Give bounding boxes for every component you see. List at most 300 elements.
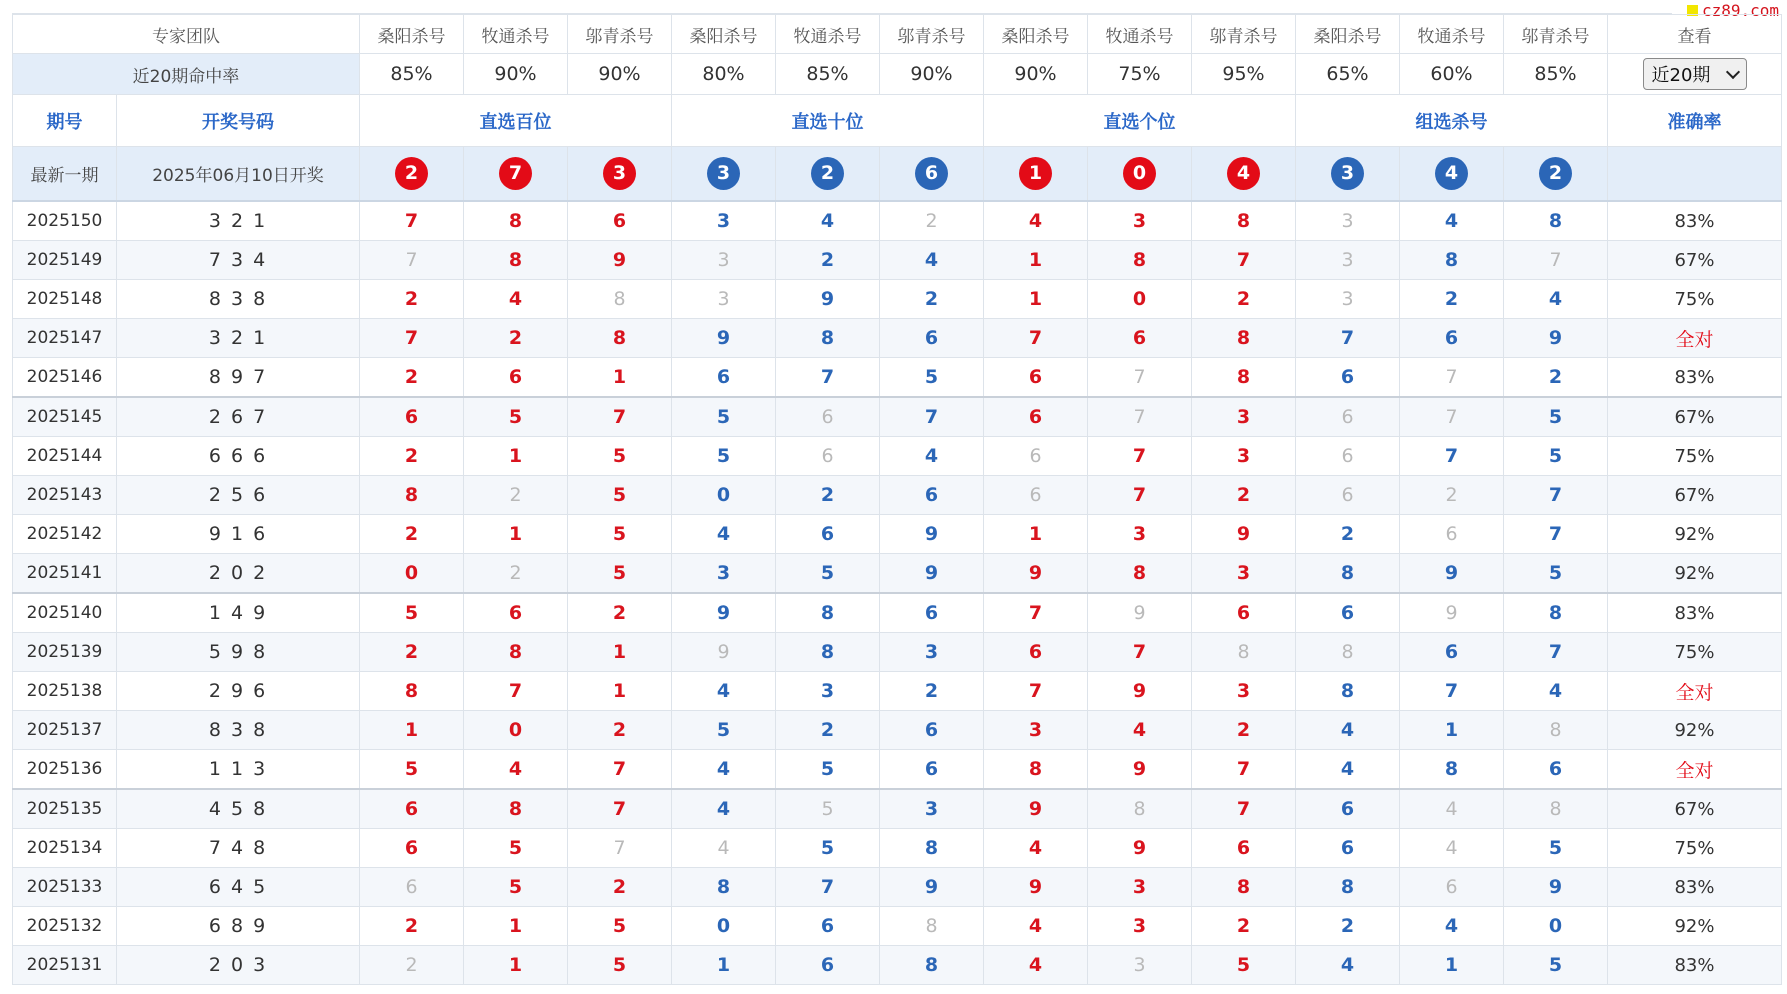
kill-number: 8 xyxy=(1444,249,1459,271)
kill-number-cell xyxy=(1296,241,1400,280)
accuracy-value: 67% xyxy=(1608,789,1782,829)
accuracy-value: 83% xyxy=(1608,358,1782,398)
latest-ball: 4 xyxy=(1435,157,1468,190)
kill-number: 4 xyxy=(1445,837,1458,859)
kill-number: 4 xyxy=(1028,837,1043,859)
kill-number: 6 xyxy=(1444,641,1459,663)
kill-number-cell xyxy=(1296,554,1400,594)
kill-number: 7 xyxy=(1132,641,1147,663)
kill-number: 4 xyxy=(1444,915,1459,937)
table-row xyxy=(13,319,1782,358)
issue-number: 2025150 xyxy=(13,201,117,241)
kill-number-cell xyxy=(880,829,984,868)
latest-ball-cell xyxy=(1296,147,1400,202)
kill-number-cell xyxy=(1192,397,1296,437)
kill-number-cell xyxy=(1088,515,1192,554)
kill-number: 1 xyxy=(612,641,627,663)
kill-number-cell xyxy=(1400,946,1504,985)
kill-number: 3 xyxy=(1132,210,1147,232)
draw-number: 8 9 7 xyxy=(117,358,360,398)
kill-number-cell xyxy=(1192,476,1296,515)
kill-number-cell xyxy=(568,280,672,319)
kill-number-cell xyxy=(1504,554,1608,594)
kill-number: 5 xyxy=(612,562,627,584)
kill-number: 1 xyxy=(508,954,523,976)
kill-number-cell xyxy=(672,319,776,358)
kill-number-cell xyxy=(672,476,776,515)
kill-number: 6 xyxy=(1029,484,1042,506)
draw-number: 6 8 9 xyxy=(117,907,360,946)
kill-number: 8 xyxy=(1549,719,1562,741)
kill-number-cell xyxy=(880,515,984,554)
kill-number-cell xyxy=(1088,907,1192,946)
kill-number-cell xyxy=(1296,633,1400,672)
issue-number: 2025139 xyxy=(13,633,117,672)
kill-number-cell xyxy=(1504,319,1608,358)
kill-number: 6 xyxy=(1340,366,1355,388)
kill-number: 9 xyxy=(1132,680,1147,702)
kill-number: 5 xyxy=(612,915,627,937)
accuracy-value: 全对 xyxy=(1608,750,1782,790)
kill-number-cell xyxy=(568,633,672,672)
kill-number-cell xyxy=(1504,476,1608,515)
kill-number-cell xyxy=(360,241,464,280)
kill-number: 6 xyxy=(1445,876,1458,898)
kill-number-cell xyxy=(1296,711,1400,750)
kill-number-cell xyxy=(360,946,464,985)
kill-number: 2 xyxy=(404,366,419,388)
kill-number: 4 xyxy=(716,523,731,545)
kill-number: 9 xyxy=(1028,562,1043,584)
accuracy-value: 全对 xyxy=(1608,672,1782,711)
kill-number: 7 xyxy=(1340,327,1355,349)
kill-number-cell xyxy=(984,397,1088,437)
latest-ball-cell xyxy=(776,147,880,202)
kill-number: 3 xyxy=(716,210,731,232)
kill-number: 2 xyxy=(404,445,419,467)
kill-number-cell xyxy=(1192,789,1296,829)
kill-number-cell xyxy=(464,907,568,946)
kill-number: 2 xyxy=(1340,523,1355,545)
kill-number: 4 xyxy=(508,758,523,780)
expert-name: 邬青杀号 xyxy=(568,15,672,54)
kill-number-cell xyxy=(672,280,776,319)
kill-number-cell xyxy=(1088,201,1192,241)
kill-number: 3 xyxy=(1132,915,1147,937)
kill-number: 5 xyxy=(1548,445,1563,467)
kill-number-cell xyxy=(1296,515,1400,554)
kill-number: 2 xyxy=(1236,719,1251,741)
kill-number: 6 xyxy=(820,954,835,976)
kill-number-cell xyxy=(360,476,464,515)
kill-number: 7 xyxy=(1236,758,1251,780)
latest-ball-cell xyxy=(1088,147,1192,202)
expert-name: 邬青杀号 xyxy=(1192,15,1296,54)
kill-number-cell xyxy=(464,946,568,985)
kill-number-cell xyxy=(984,201,1088,241)
kill-number: 6 xyxy=(1341,484,1354,506)
kill-number: 8 xyxy=(1548,602,1563,624)
kill-number: 5 xyxy=(508,876,523,898)
kill-number-cell xyxy=(1296,593,1400,633)
kill-number: 9 xyxy=(1548,327,1563,349)
kill-number-cell xyxy=(1504,515,1608,554)
kill-number: 1 xyxy=(508,523,523,545)
kill-number: 7 xyxy=(1133,406,1146,428)
accuracy-value: 75% xyxy=(1608,437,1782,476)
kill-number-cell xyxy=(568,201,672,241)
kill-number: 6 xyxy=(1028,406,1043,428)
top-border xyxy=(12,0,1672,14)
kill-number-cell xyxy=(672,907,776,946)
kill-number: 4 xyxy=(716,758,731,780)
kill-number-cell xyxy=(984,789,1088,829)
kill-number-cell xyxy=(880,554,984,594)
kill-number-cell xyxy=(1504,829,1608,868)
hit-rate-value: 90% xyxy=(880,54,984,95)
kill-number: 3 xyxy=(1028,719,1043,741)
kill-number: 6 xyxy=(924,484,939,506)
kill-number: 4 xyxy=(1548,288,1563,310)
kill-number-cell xyxy=(1088,711,1192,750)
kill-number-cell xyxy=(984,711,1088,750)
kill-number-cell xyxy=(568,319,672,358)
kill-number-cell xyxy=(672,358,776,398)
issue-number: 2025131 xyxy=(13,946,117,985)
kill-number-cell xyxy=(776,241,880,280)
issue-number: 2025143 xyxy=(13,476,117,515)
draw-number: 2 6 7 xyxy=(117,397,360,437)
hit-rate-value: 95% xyxy=(1192,54,1296,95)
kill-number-cell xyxy=(568,554,672,594)
kill-number: 7 xyxy=(612,798,627,820)
kill-number-cell xyxy=(360,515,464,554)
kill-number: 9 xyxy=(924,562,939,584)
kill-number: 8 xyxy=(1549,798,1562,820)
kill-number-cell xyxy=(464,319,568,358)
kill-number-cell xyxy=(984,672,1088,711)
accuracy-value: 83% xyxy=(1608,593,1782,633)
kill-number-cell xyxy=(776,907,880,946)
draw-number: 8 3 8 xyxy=(117,280,360,319)
latest-ball: 4 xyxy=(1227,157,1260,190)
kill-number: 8 xyxy=(404,680,419,702)
kill-number-cell xyxy=(1400,868,1504,907)
kill-number-cell xyxy=(360,789,464,829)
latest-accuracy-cell xyxy=(1608,147,1782,202)
kill-number-cell xyxy=(1296,476,1400,515)
kill-number-cell xyxy=(464,633,568,672)
kill-number: 4 xyxy=(820,210,835,232)
kill-number-cell xyxy=(1088,789,1192,829)
kill-number-cell xyxy=(1504,672,1608,711)
issue-number: 2025140 xyxy=(13,593,117,633)
kill-number-cell xyxy=(776,868,880,907)
kill-number: 6 xyxy=(1132,327,1147,349)
kill-number-cell xyxy=(360,554,464,594)
kill-number-cell xyxy=(984,868,1088,907)
table-row xyxy=(13,946,1782,985)
kill-number-cell xyxy=(776,437,880,476)
kill-number-cell xyxy=(1088,437,1192,476)
kill-number: 1 xyxy=(1444,719,1459,741)
kill-number-cell xyxy=(1192,946,1296,985)
kill-number: 3 xyxy=(1236,406,1251,428)
kill-number-cell xyxy=(672,515,776,554)
kill-number: 8 xyxy=(1236,876,1251,898)
kill-number-cell xyxy=(568,789,672,829)
chevron-down-icon xyxy=(1725,64,1739,78)
kill-number: 7 xyxy=(1444,445,1459,467)
accuracy-value: 83% xyxy=(1608,201,1782,241)
accuracy-value: 92% xyxy=(1608,711,1782,750)
latest-ball-cell xyxy=(568,147,672,202)
draw-number: 2 5 6 xyxy=(117,476,360,515)
kill-number-cell xyxy=(568,868,672,907)
kill-number-cell xyxy=(776,515,880,554)
kill-number-cell xyxy=(360,280,464,319)
kill-number-cell xyxy=(1192,554,1296,594)
kill-number: 9 xyxy=(820,288,835,310)
latest-ball-cell xyxy=(984,147,1088,202)
kill-number: 3 xyxy=(1341,249,1354,271)
kill-number: 5 xyxy=(716,406,731,428)
kill-number-cell xyxy=(1504,868,1608,907)
draw-number: 6 4 5 xyxy=(117,868,360,907)
kill-number: 1 xyxy=(1028,288,1043,310)
expert-name: 邬青杀号 xyxy=(880,15,984,54)
kill-number-cell xyxy=(776,397,880,437)
issue-number: 2025146 xyxy=(13,358,117,398)
kill-number-cell xyxy=(360,750,464,790)
kill-number-cell xyxy=(776,554,880,594)
kill-number-cell xyxy=(1400,201,1504,241)
accuracy-value: 67% xyxy=(1608,397,1782,437)
kill-number: 3 xyxy=(1133,954,1146,976)
hundreds-header: 直选百位 xyxy=(360,95,672,147)
kill-number-cell xyxy=(672,829,776,868)
kill-number: 2 xyxy=(404,523,419,545)
latest-ball: 3 xyxy=(1331,157,1364,190)
hit-rate-value: 60% xyxy=(1400,54,1504,95)
table-row xyxy=(13,476,1782,515)
accuracy-value: 67% xyxy=(1608,476,1782,515)
kill-number-cell xyxy=(880,319,984,358)
kill-number: 6 xyxy=(1028,641,1043,663)
hit-rate-value: 90% xyxy=(984,54,1088,95)
kill-number: 6 xyxy=(924,327,939,349)
kill-number: 1 xyxy=(508,445,523,467)
kill-number: 6 xyxy=(924,758,939,780)
table-row xyxy=(13,358,1782,398)
kill-number-cell xyxy=(1400,358,1504,398)
kill-number-cell xyxy=(776,789,880,829)
kill-number-cell xyxy=(984,633,1088,672)
kill-number-cell xyxy=(880,358,984,398)
period-select[interactable] xyxy=(1643,58,1747,90)
kill-number-cell xyxy=(776,358,880,398)
kill-number: 5 xyxy=(1548,954,1563,976)
draw-number: 1 1 3 xyxy=(117,750,360,790)
kill-number: 9 xyxy=(1132,758,1147,780)
latest-ball-cell xyxy=(1504,147,1608,202)
kill-number: 8 xyxy=(508,210,523,232)
kill-number: 8 xyxy=(1236,210,1251,232)
kill-number: 8 xyxy=(1133,798,1146,820)
kill-number: 5 xyxy=(1548,406,1563,428)
table-row xyxy=(13,829,1782,868)
kill-number: 7 xyxy=(1236,798,1251,820)
kill-number-cell xyxy=(568,946,672,985)
kill-number: 4 xyxy=(508,288,523,310)
kill-number: 0 xyxy=(716,484,731,506)
kill-number: 9 xyxy=(1028,876,1043,898)
kill-number: 4 xyxy=(1445,798,1458,820)
kill-number: 3 xyxy=(924,641,939,663)
kill-number-cell xyxy=(672,554,776,594)
kill-number: 3 xyxy=(820,680,835,702)
expert-team-label: 专家团队 xyxy=(13,15,360,54)
kill-number-cell xyxy=(1504,593,1608,633)
issue-number: 2025134 xyxy=(13,829,117,868)
logo-text: cz89.com xyxy=(1701,0,1779,20)
kill-number: 8 xyxy=(508,249,523,271)
kill-number-cell xyxy=(984,280,1088,319)
hit-rate-value: 90% xyxy=(464,54,568,95)
table-row xyxy=(13,554,1782,594)
kill-number: 2 xyxy=(612,719,627,741)
kill-number-cell xyxy=(1088,476,1192,515)
kill-number: 7 xyxy=(1132,484,1147,506)
kill-number-cell xyxy=(1504,280,1608,319)
period-select-value: 近20期 xyxy=(1651,65,1711,86)
kill-number-cell xyxy=(1192,280,1296,319)
kill-number-cell xyxy=(1400,554,1504,594)
hit-rate-value: 75% xyxy=(1088,54,1192,95)
kill-number: 2 xyxy=(1445,484,1458,506)
kill-number: 6 xyxy=(508,602,523,624)
kill-number-cell xyxy=(1088,397,1192,437)
kill-number-cell xyxy=(880,437,984,476)
kill-number: 5 xyxy=(716,719,731,741)
kill-number: 4 xyxy=(924,249,939,271)
draw-number: 3 2 1 xyxy=(117,319,360,358)
kill-number-cell xyxy=(1296,829,1400,868)
kill-number-cell xyxy=(464,672,568,711)
kill-number: 0 xyxy=(1132,288,1147,310)
kill-number-cell xyxy=(776,672,880,711)
kill-number: 2 xyxy=(1236,915,1251,937)
tens-header: 直选十位 xyxy=(672,95,984,147)
kill-number: 8 xyxy=(508,798,523,820)
kill-number-cell xyxy=(672,868,776,907)
expert-name: 牧通杀号 xyxy=(776,15,880,54)
kill-number-cell xyxy=(1192,437,1296,476)
kill-number-cell xyxy=(568,358,672,398)
kill-number: 8 xyxy=(820,327,835,349)
kill-number-cell xyxy=(672,789,776,829)
kill-number: 8 xyxy=(820,602,835,624)
kill-number: 7 xyxy=(1028,602,1043,624)
latest-ball-cell xyxy=(880,147,984,202)
hit-rate-value: 65% xyxy=(1296,54,1400,95)
latest-ball-cell xyxy=(464,147,568,202)
kill-number-cell xyxy=(1192,829,1296,868)
kill-number: 2 xyxy=(924,288,939,310)
kill-number: 2 xyxy=(1340,915,1355,937)
kill-number: 6 xyxy=(1341,445,1354,467)
kill-number-cell xyxy=(360,319,464,358)
kill-number: 6 xyxy=(1236,837,1251,859)
kill-number-cell xyxy=(1400,593,1504,633)
kill-number: 2 xyxy=(1236,288,1251,310)
kill-number: 4 xyxy=(1132,719,1147,741)
issue-number: 2025149 xyxy=(13,241,117,280)
draw-header: 开奖号码 xyxy=(117,95,360,147)
expert-name: 牧通杀号 xyxy=(1088,15,1192,54)
issue-number: 2025141 xyxy=(13,554,117,594)
kill-number-cell xyxy=(1504,358,1608,398)
kill-number-cell xyxy=(1400,437,1504,476)
kill-number: 3 xyxy=(1341,210,1354,232)
kill-number: 2 xyxy=(820,719,835,741)
kill-number: 9 xyxy=(716,602,731,624)
kill-number: 7 xyxy=(820,876,835,898)
kill-number-cell xyxy=(568,476,672,515)
kill-number: 2 xyxy=(405,954,418,976)
kill-number: 5 xyxy=(612,523,627,545)
kill-number-cell xyxy=(464,476,568,515)
kill-number: 5 xyxy=(821,798,834,820)
latest-ball: 2 xyxy=(1539,157,1572,190)
kill-number-cell xyxy=(672,241,776,280)
draw-number: 2 9 6 xyxy=(117,672,360,711)
kill-number-cell xyxy=(1296,358,1400,398)
kill-number: 9 xyxy=(1133,602,1146,624)
kill-number-cell xyxy=(568,593,672,633)
hit-rate-value: 85% xyxy=(360,54,464,95)
issue-number: 2025142 xyxy=(13,515,117,554)
kill-number: 7 xyxy=(1028,680,1043,702)
kill-number: 8 xyxy=(1444,758,1459,780)
kill-number: 7 xyxy=(1236,249,1251,271)
kill-number: 3 xyxy=(716,562,731,584)
kill-number-cell xyxy=(1088,672,1192,711)
kill-number-cell xyxy=(464,711,568,750)
kill-number-cell xyxy=(1400,280,1504,319)
latest-ball: 1 xyxy=(1019,157,1052,190)
kill-number-cell xyxy=(1192,593,1296,633)
kill-number-cell xyxy=(1088,554,1192,594)
kill-number: 6 xyxy=(821,445,834,467)
accuracy-header: 准确率 xyxy=(1608,95,1782,147)
kill-number-cell xyxy=(1504,633,1608,672)
kill-number: 5 xyxy=(612,484,627,506)
kill-number: 1 xyxy=(612,680,627,702)
table-row xyxy=(13,201,1782,241)
kill-number-cell xyxy=(1088,946,1192,985)
kill-number: 9 xyxy=(924,523,939,545)
kill-number: 3 xyxy=(924,798,939,820)
kill-number: 6 xyxy=(821,406,834,428)
kill-number: 6 xyxy=(1340,837,1355,859)
kill-number-cell xyxy=(880,789,984,829)
kill-number-cell xyxy=(568,241,672,280)
kill-number: 2 xyxy=(509,562,522,584)
kill-number: 8 xyxy=(612,327,627,349)
kill-number-cell xyxy=(984,358,1088,398)
kill-number: 4 xyxy=(716,798,731,820)
